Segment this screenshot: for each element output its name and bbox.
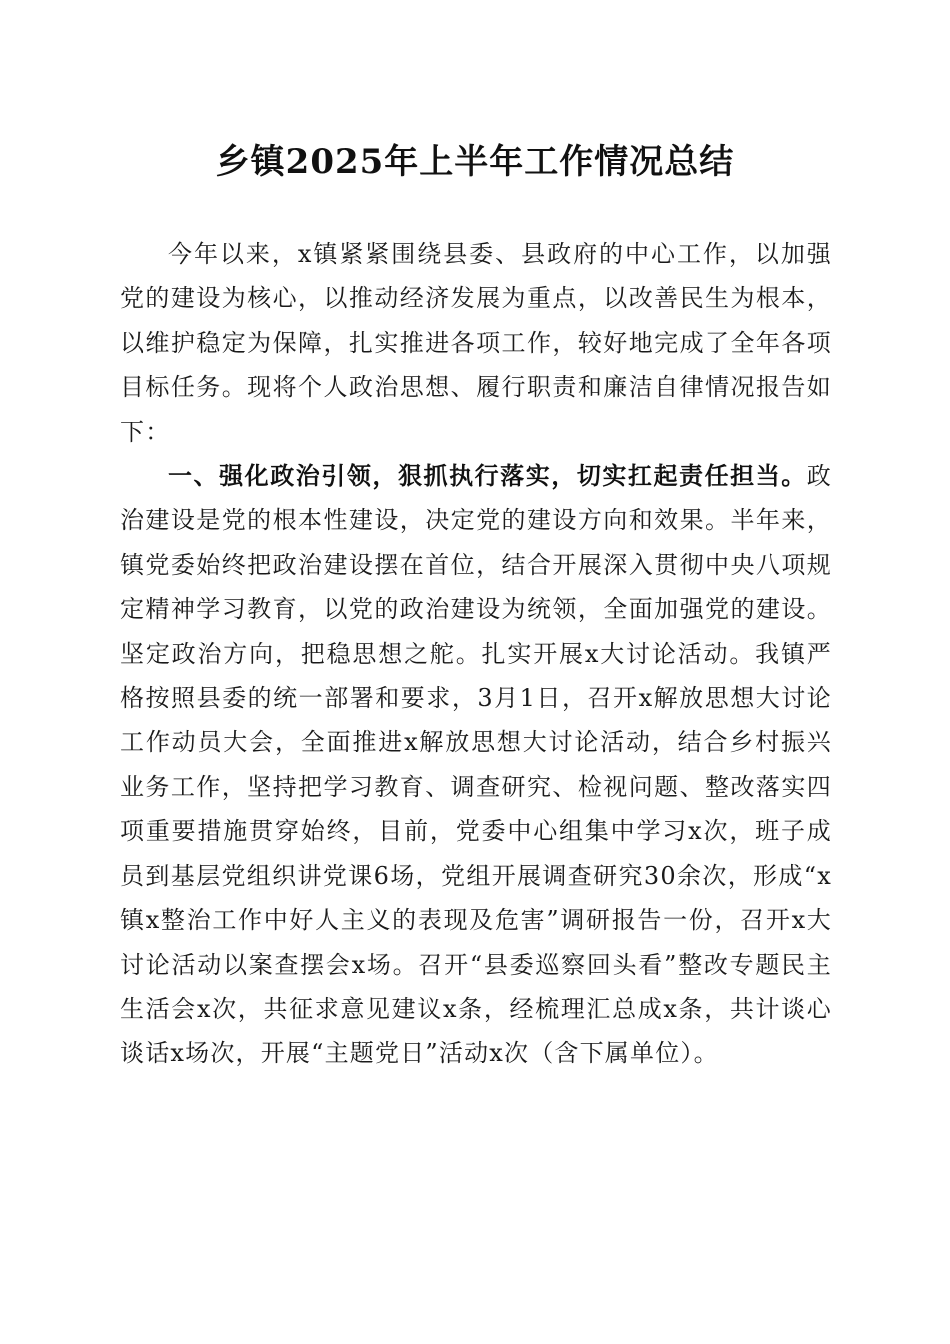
section-1-body: 政治建设是党的根本性建设，决定党的建设方向和效果。半年来，镇党委始终把政治建设摆在首位，结合开展深入贯彻中央八项规定精神学习教育，以党的政治建设为统领，全面加强党的建设。坚定政治方向，把稳思想之舵。扎实开展x大讨论活动。我镇严格按照县委的统一部署和要求，3月1日，召开x解放思想大讨论工作动员大会，全面推进x解放思想大讨论活动，结合乡村振兴业务工作，坚持把学习教育、调查研究、检视问题、整改落实四项重要措施贯穿始终，目前，党委中心组集中学习x次，班子成员到基层党组织讲党课6场，党组开展调查研究30余次，形成“x镇x整治工作中好人主义的表现及危害”调研报告一份，召开x大讨论活动以案查摆会x场。召开“县委巡察回头看”整改专题民主生活会x次，共征求意见建议x条，经梳理汇总成x条，共计谈心谈话x场次，开展“主题党日”活动x次（含下属单位）。 <box>120 462 832 1068</box>
document-body <box>120 232 832 1076</box>
section-1-heading: 一、强化政治引领，狠抓执行落实，切实扛起责任担当。 <box>168 462 807 491</box>
intro-paragraph: 今年以来，x镇紧紧围绕县委、县政府的中心工作，以加强党的建设为核心，以推动经济发展为重点，以改善民生为根本，以维护稳定为保障，扎实推进各项工作，较好地完成了全年各项目标任务。现将个人政治思想、履行职责和廉洁自律情况报告如下： <box>120 240 832 446</box>
section-1-paragraph <box>120 454 832 1076</box>
document-title: 乡镇2025年上半年工作情况总结 <box>215 142 735 182</box>
